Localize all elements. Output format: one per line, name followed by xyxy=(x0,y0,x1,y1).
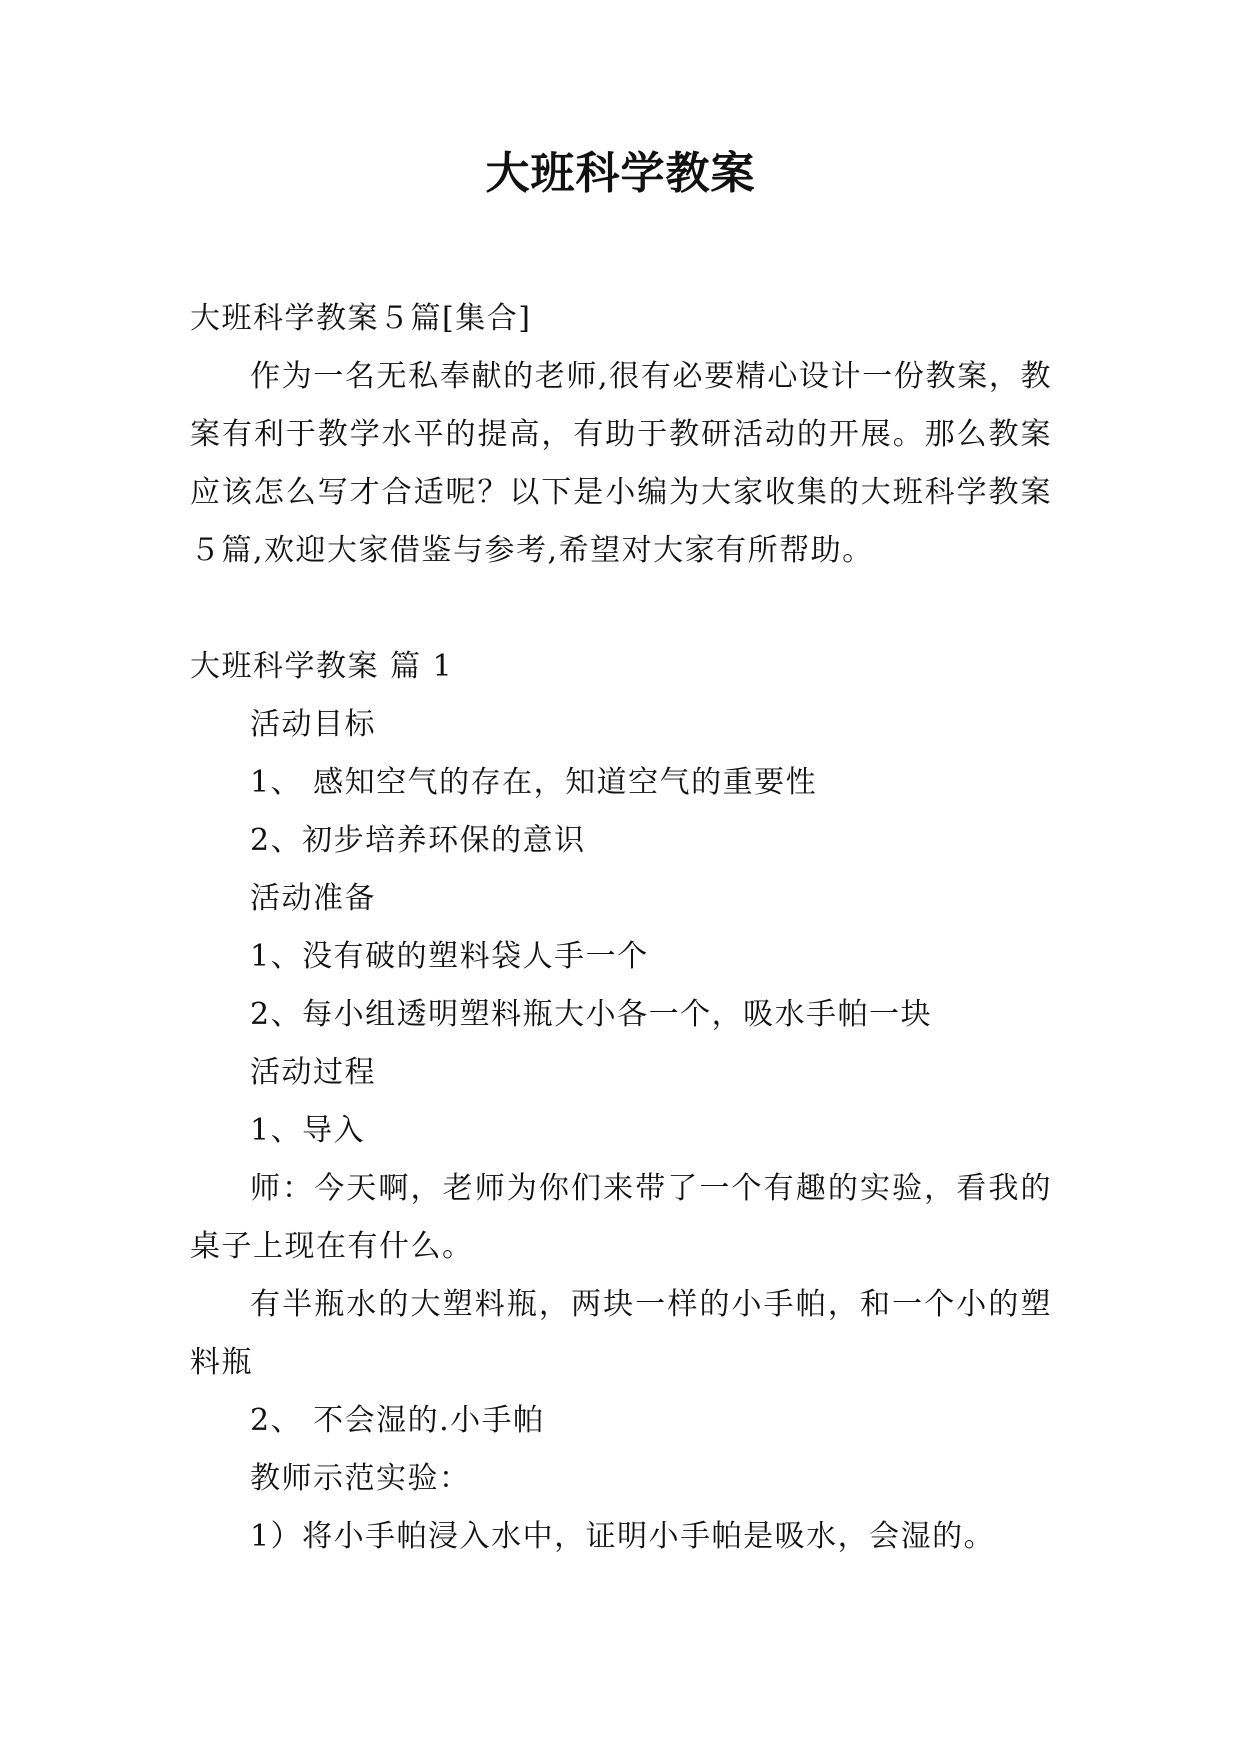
preparation-item-2: 2、每小组透明塑料瓶大小各一个，吸水手帕一块 xyxy=(250,997,933,1032)
materials-description: 有半瓶水的大塑料瓶，两块一样的小手帕，和一个小的塑料瓶 xyxy=(190,1287,1052,1380)
teacher-dialogue: 师：今天啊，老师为你们来带了一个有趣的实验，看我的桌子上现在有什么。 xyxy=(190,1171,1052,1264)
process-step-1: 1、导入 xyxy=(250,1113,366,1148)
section-heading: 大班科学教案 篇 1 xyxy=(190,649,454,684)
collection-subtitle: 大班科学教案５篇[集合] xyxy=(190,301,532,336)
process-label: 活动过程 xyxy=(250,1055,376,1090)
intro-paragraph: 作为一名无私奉献的老师,很有必要精心设计一份教案，教案有利于教学水平的提高，有助于教研活动的开展。那么教案应该怎么写才合适呢？以下是小编为大家收集的大班科学教案５篇,欢迎大家借鉴与参考,希望对大家有所帮助。 xyxy=(190,359,1052,568)
goal-item-1: 1、 感知空气的存在，知道空气的重要性 xyxy=(250,765,818,800)
document-body xyxy=(190,290,1052,1566)
preparation-item-1: 1、没有破的塑料袋人手一个 xyxy=(250,939,649,974)
process-step-2: 2、 不会湿的.小手帕 xyxy=(250,1403,545,1438)
document-title: 大班科学教案 xyxy=(485,148,756,199)
goal-item-2: 2、初步培养环保的意识 xyxy=(250,823,586,858)
preparation-label: 活动准备 xyxy=(250,881,376,916)
demonstration-item-1: 1）将小手帕浸入水中，证明小手帕是吸水，会湿的。 xyxy=(250,1519,996,1554)
demonstration-label: 教师示范实验： xyxy=(250,1461,471,1496)
paragraph-spacer xyxy=(190,580,1052,638)
goals-label: 活动目标 xyxy=(250,707,376,742)
